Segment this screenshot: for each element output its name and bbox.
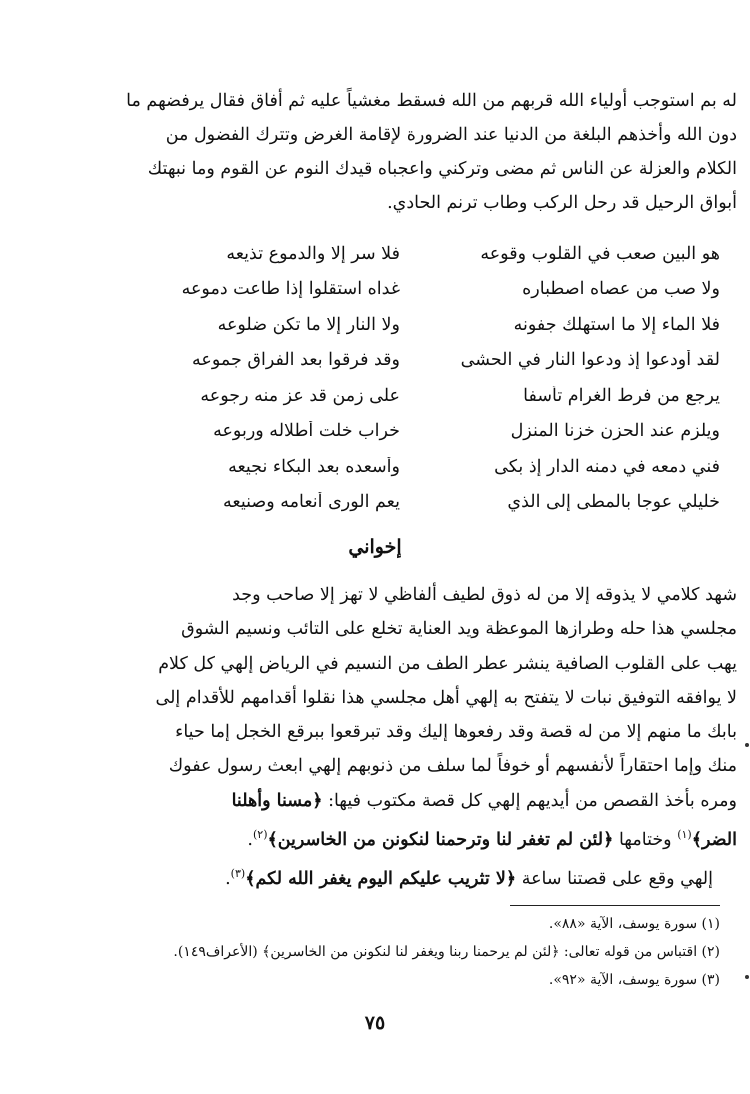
paragraph-line: منك وإما احتقاراً لأنفسهم أو خوفاً لما سلف من ذنوبهم إلهي ابعث رسول عفوك [168,756,737,777]
footnotes [70,910,720,994]
footnote: (٣) سورة يوسف، الآية «٩٢». [548,972,720,988]
paragraph-line: بابك ما منهم إلا من له قصة وقد رفعوها إليك وقد تبرقعوا ببرقع الخجل إما حياء [175,722,737,743]
poem-verse [100,272,720,308]
quran-quote: الضر﴾ [691,829,737,850]
paragraph-line [95,818,737,857]
verse-second-hemistich: خراب خلت أطلاله وربوعه [213,421,400,442]
verse-second-hemistich: وقد فرقوا بعد الفراق جموعه [192,350,400,371]
verse-first-hemistich: فني دمعه في دمنه الدار إذ بكى [494,456,720,477]
verse-second-hemistich: يعم الورى أنعامه وصنيعه [223,492,400,513]
paragraph-line: لا يوافقه التوفيق نبات لا يتفتح به إلهي أهل مجلسي هذا نقلوا أقدامهم للأقدام إلى [155,687,737,708]
poem-verse [100,378,720,414]
poem-verse [100,485,720,521]
quran-quote: ﴿لئن لم تغفر لنا وترحمنا لنكونن من الخاسرين﴾ [267,829,614,850]
verse-second-hemistich: فلا سر إلا والدموع تذيعه [226,243,400,264]
quran-quote: ﴿مسنا وأهلنا [231,790,323,811]
verse-second-hemistich: ولا النار إلا ما تكن ضلوعه [217,314,400,335]
verse-first-hemistich: يرجع من فرط الغرام تأسفا [523,385,720,406]
paragraph-line [95,784,737,818]
footnote-separator [510,905,720,906]
verse-first-hemistich: هو البين صعب في القلوب وقوعه [480,243,720,264]
poem-verse [100,343,720,379]
footnote-marker: (٢) [252,828,268,842]
footnote: (١) سورة يوسف، الآية «٨٨». [548,916,720,932]
quran-quote: ﴿لا تثريب عليكم اليوم يغفر الله لكم﴾ [245,869,517,890]
line-text: . [247,829,253,850]
footnote-marker: (١) [677,828,692,842]
poem-verse [100,449,720,485]
poem-verse [100,236,720,272]
paragraph-line: دون الله وأخذهم البلغة من الدنيا عند الضرورة لإقامة الغرض وتترك الفضول من [165,125,737,145]
section-heading: إخواني [348,536,402,558]
line-text: ومره بأخذ القصص من أيديهم إلهي كل قصة مكتوب فيها: [328,790,737,811]
paragraph-line: مجلسي هذا حله وطرازها الموعظة ويد العناية تخلع على التائب ونسيم الشوق [181,619,737,640]
verse-first-hemistich: ويلزم عند الحزن خزنا المنزل [510,421,720,442]
verse-first-hemistich: ولا صب من عصاه اصطباره [522,279,720,300]
verse-second-hemistich: غداه استقلوا إذا طاعت دموعه [181,279,400,300]
poem [100,236,720,520]
margin-dot [745,975,749,979]
paragraph-line [95,857,737,896]
line-text: . [225,869,231,890]
paragraph-line: شهد كلامي لا يذوقه إلا من له ذوق لطيف ألفاظي لا تهز إلا صاحب وجد [232,585,737,605]
verse-second-hemistich: وأسعده بعد البكاء نجيعه [228,456,400,477]
sermon-paragraph [95,578,737,896]
line-text: وختامها [618,829,672,850]
line-text: إلهي وقع على قصتنا ساعة [521,869,713,890]
opening-paragraph [95,84,737,220]
page-number: ٧٥ [364,1012,386,1034]
paragraph-line: الكلام والعزلة عن الناس ثم مضى وتركني واعجباه قيدك النوم عن القوم وما نبهتك [147,159,737,179]
footnote-marker: (٣) [230,867,246,881]
poem-verse [100,307,720,343]
verse-first-hemistich: لقد أودعوا إذ ودعوا النار في الحشى [460,350,720,371]
paragraph-line: له بم استوجب أولياء الله قربهم من الله فسقط مغشياً عليه ثم أفاق فقال يرفضهم ما [126,91,737,111]
verse-second-hemistich: على زمن قد عز منه رجوعه [200,385,400,406]
verse-first-hemistich: فلا الماء إلا ما استهلك جفونه [513,314,720,335]
paragraph-line: يهب على القلوب الصافية ينشر عطر الطف من النسيم في الرياض إلهي كل كلام [158,653,737,674]
margin-dot [745,743,749,747]
paragraph-line: أبواق الرحيل قد رحل الركب وطاب ترنم الحادي. [387,193,737,213]
footnote: (٢) اقتباس من قوله تعالى: ﴿لئن لم يرحمنا ربنا ويغفر لنا لنكونن من الخاسرين﴾ (الأعراف١٤٩). [173,944,720,960]
poem-verse [100,414,720,450]
verse-first-hemistich: خليلي عوجا بالمطى إلى الذي [507,492,720,513]
